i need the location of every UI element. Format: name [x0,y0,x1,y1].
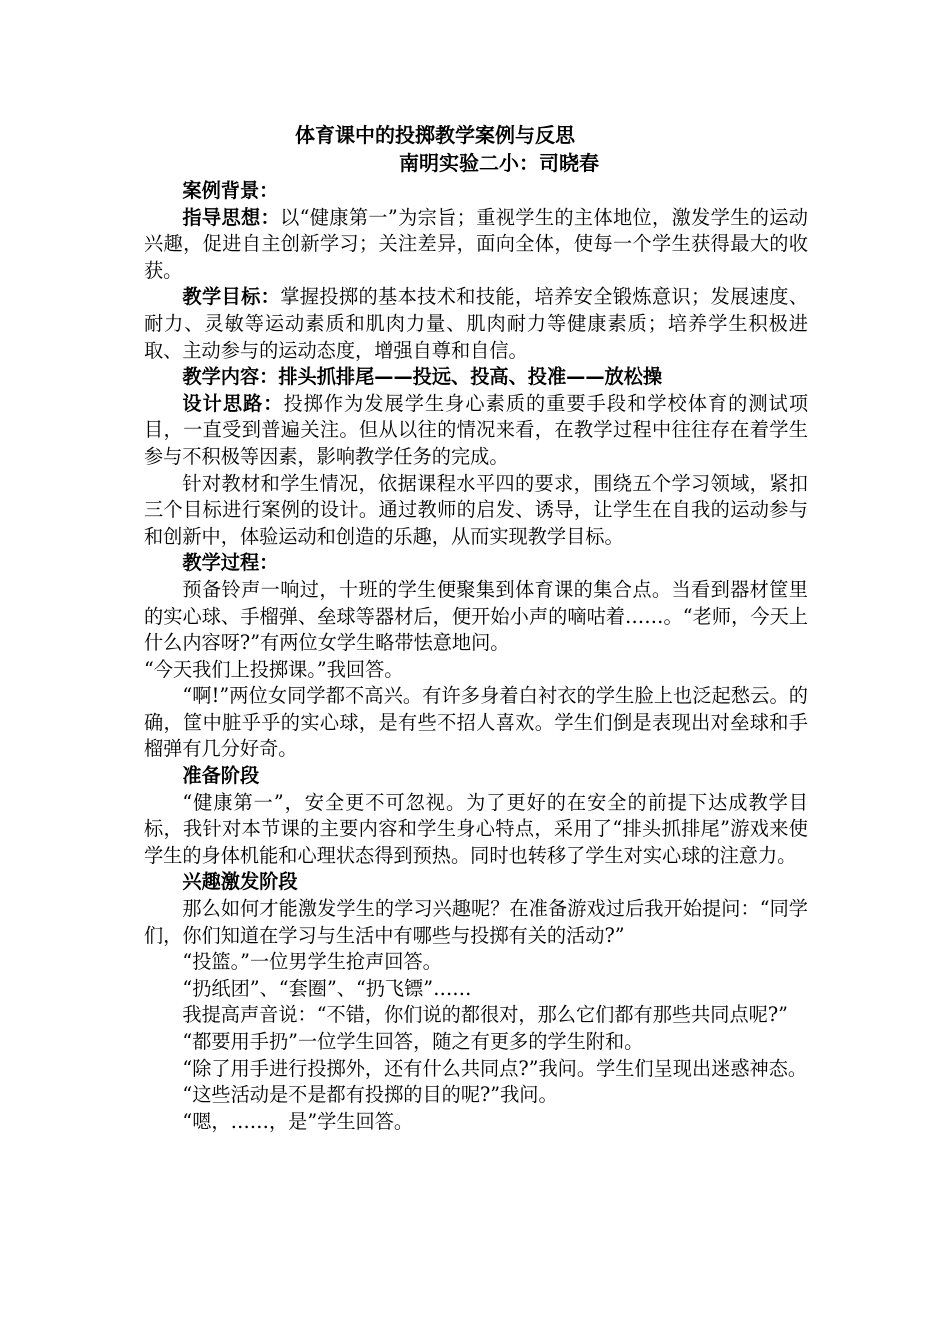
paragraph-guiding [144,205,808,285]
paragraph-design [144,391,808,471]
paragraph-interest-6: “除了用手进行投掷外，还有什么共同点?”我问。学生们呈现出迷惑神态。 [182,1056,808,1080]
paragraph-process-2: “今天我们上投掷课。”我回答。 [144,657,404,681]
paragraph-process-3: “啊!”两位女同学都不高兴。有许多身着白衬衣的学生脸上也泛起愁云。的确，筐中脏乎乎的实心球，是有些不招人喜欢。学生们倒是表现出对垒球和手榴弹有几分好奇。 [144,684,808,761]
text-goal: 掌握投掷的基本技术和技能，培养安全锻炼意识；发展速度、耐力、灵敏等运动素质和肌肉力量、肌肉耐力等健康素质；培养学生积极进取、主动参与的运动态度，增强自尊和自信。 [144,285,809,362]
paragraph-interest-4: 我提高声音说：“不错，你们说的都很对，那么它们都有那些共同点呢?” [182,1003,788,1027]
paragraph-interest-3: “扔纸团”、“套圈”、“扔飞镖”…… [182,976,472,1000]
section-heading-process: 教学过程： [182,551,279,575]
paragraph-process-1: 预备铃声一响过，十班的学生便聚集到体育课的集合点。当看到器材筐里的实心球、手榴弹、垒球等器材后，便开始小声的嘀咕着……。“老师，今天上什么内容呀?”有两位女学生略带怯意地问。 [144,577,808,655]
label-guiding: 指导思想： [182,205,281,229]
document-title: 体育课中的投掷教学案例与反思 [295,123,575,147]
section-heading-prep: 准备阶段 [182,764,260,788]
paragraph-interest-7: “这些活动是不是都有投掷的目的呢?”我问。 [182,1083,558,1107]
paragraph-prep-1: “健康第一”，安全更不可忽视。为了更好的在安全的前提下达成教学目标，我针对本节课的主要内容和学生身心特点，采用了“排头抓排尾”游戏来使学生的身体机能和心理状态得到预热。同时也转移了学生对实心球的注意力。 [144,790,808,867]
document-body [144,178,808,1135]
paragraph-interest-1: 那么如何才能激发学生的学习兴趣呢？在准备游戏过后我开始提问：“同学们，你们知道在学习与生活中有哪些与投掷有关的活动?” [144,897,808,947]
label-goal: 教学目标： [182,285,281,309]
paragraph-interest-8: “嗯，……，是”学生回答。 [182,1109,414,1133]
section-heading-interest: 兴趣激发阶段 [182,870,298,894]
paragraph-interest-2: “投篮。”一位男学生抢声回答。 [182,950,442,974]
paragraph-interest-5: “都要用手扔”一位学生回答，随之有更多的学生附和。 [182,1030,644,1053]
paragraph-goal [144,284,808,364]
document-author: 南明实验二小：司晓春 [399,151,599,175]
label-design: 设计思路： [182,391,284,415]
section-heading-background: 案例背景： [182,179,279,202]
text-guiding: 以“健康第一”为宗旨；重视学生的主体地位，激发学生的运动兴趣，促进自主创新学习；关注差异，面向全体，使每一个学生获得最大的收获。 [144,205,808,282]
paragraph-design-2: 针对教材和学生情况，依据课程水平四的要求，围绕五个学习领域，紧扣三个目标进行案例的设计。通过教师的启发、诱导，让学生在自我的运动参与和创新中，体验运动和创造的乐趣，从而实现教学目标。 [144,471,808,548]
paragraph-content: 教学内容：排头抓排尾——投远、投高、投准——放松操 [182,365,663,389]
text-design: 投掷作为发展学生身心素质的重要手段和学校体育的测试项目，一直受到普遍关注。但从以往的情况来看，在教学过程中往往存在着学生参与不积极等因素，影响教学任务的完成。 [144,391,809,468]
